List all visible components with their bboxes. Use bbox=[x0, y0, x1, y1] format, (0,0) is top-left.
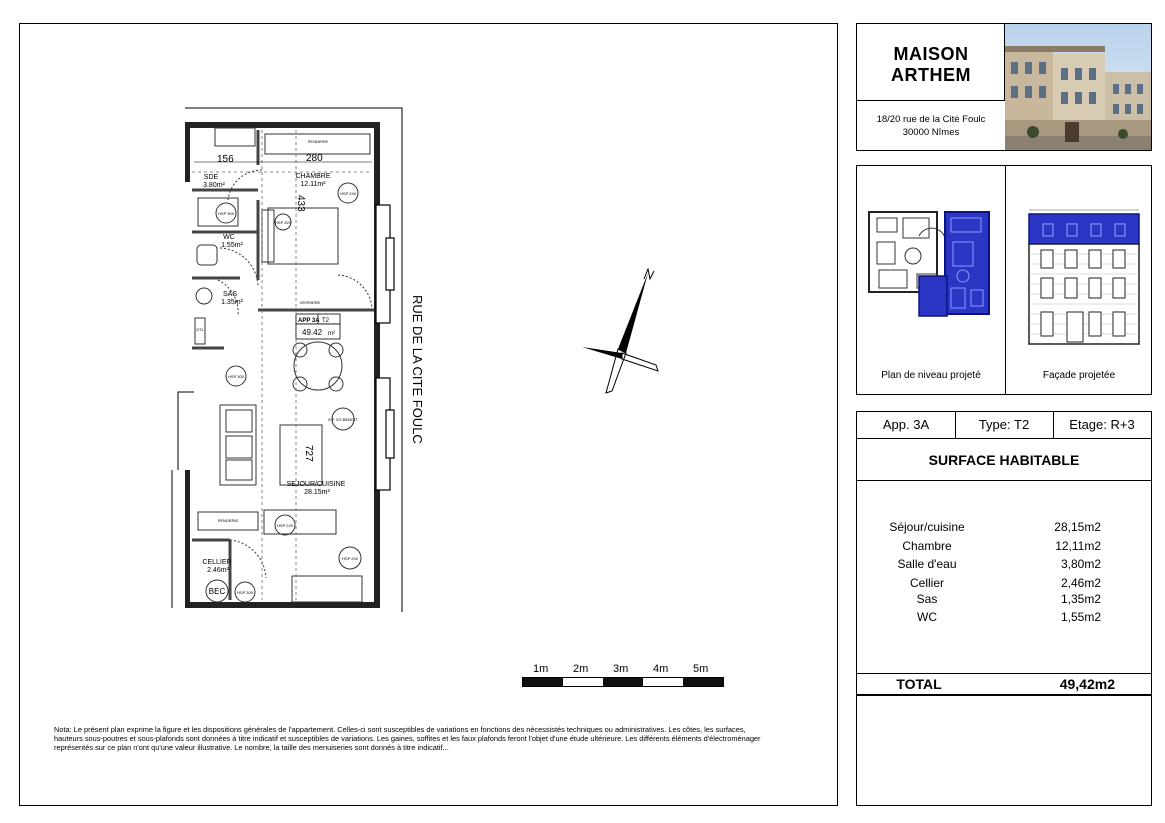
label-hsp300a: HSP 300 bbox=[218, 211, 234, 216]
room-sas: SAS bbox=[222, 291, 238, 298]
surface-heading: SURFACE HABITABLE bbox=[928, 452, 1080, 468]
label-hsp220: HSP 220 bbox=[277, 523, 293, 528]
label-hsp240a: HSP 240 bbox=[340, 191, 356, 196]
surface-row-label: Sas bbox=[916, 592, 938, 606]
label-gtl: GTL bbox=[196, 327, 204, 332]
header-box bbox=[856, 23, 1152, 151]
room-sde: SDE bbox=[203, 174, 219, 181]
total-label: TOTAL bbox=[896, 676, 942, 692]
plan-tag-unit: m² bbox=[328, 331, 335, 337]
label-penderie-top: PENDERIE bbox=[307, 139, 329, 144]
room-chambre-area: 12.11m² bbox=[300, 181, 326, 188]
plan-tag-area: 49.42 bbox=[302, 328, 323, 337]
surface-row-value: 1,55m2 bbox=[1060, 610, 1101, 624]
room-wc: WC bbox=[223, 234, 235, 241]
room-sde-area: 3.80m² bbox=[203, 182, 225, 189]
label-hsp320: HSP 320 bbox=[275, 220, 291, 225]
building-photo bbox=[1005, 24, 1151, 150]
facade-thumbnail bbox=[1027, 208, 1141, 348]
surface-row-label: WC bbox=[917, 610, 937, 624]
label-ef: E.F. EX.BENOIT bbox=[328, 417, 358, 422]
surface-box bbox=[856, 411, 1152, 806]
room-cellier-area: 2.46m² bbox=[207, 567, 229, 574]
surface-row-label: Cellier bbox=[909, 576, 944, 590]
facade-thumbnail-caption: Façade projetée bbox=[1042, 370, 1116, 381]
surface-row-label: Salle d'eau bbox=[897, 557, 957, 571]
plan-thumbnail bbox=[867, 208, 997, 318]
dim-156: 156 bbox=[217, 154, 234, 165]
room-sejour: SEJOUR/CUISINE bbox=[286, 481, 346, 488]
scale-tick-1: 1m bbox=[533, 663, 549, 675]
room-cellier: CELLIER bbox=[202, 559, 232, 566]
surface-row-value: 3,80m2 bbox=[1060, 557, 1101, 571]
label-bec: BEC bbox=[208, 587, 226, 596]
thumbnails-box bbox=[856, 165, 1152, 395]
label-verriere: VERRIERE bbox=[299, 300, 321, 305]
surface-row-value: 12,11m2 bbox=[1055, 539, 1101, 553]
disclaimer-note: Nota: Le présent plan exprime la figure et les dispositions générales de l'appartement. Celles-ci sont susceptibles de variations en fonctions des nécessistés techniques ou administratives. Les côtes, les surfaces, hauteurs sous-poutres et sous-plafonds sont données à titre indicatif et susceptibles de variations. Les gaines, soffites et les faux plafonds feront l'objet d'une étude ultérieure. Les différents éléments d'électroménager représentés sur ce plan n'ont qu'une valeur illustrative. Le nombre, la taille des menuiseries sont donnés à titre indicatif... bbox=[54, 725, 761, 752]
scale-tick-4: 4m bbox=[653, 663, 669, 675]
scale-tick-2: 2m bbox=[573, 663, 589, 675]
plan-tag-app: APP 3A bbox=[298, 318, 320, 324]
brand-line2: ARTHEM bbox=[891, 65, 971, 85]
room-wc-area: 1.55m² bbox=[221, 242, 243, 249]
plan-tag-type: T2 bbox=[322, 318, 330, 324]
label-hsp240b: HSP 240 bbox=[342, 556, 358, 561]
room-sas-area: 1.35m² bbox=[221, 299, 243, 306]
label-penderie-bottom: PENDERIE bbox=[217, 518, 239, 523]
plan-thumbnail-caption: Plan de niveau projeté bbox=[881, 370, 981, 381]
info-etage: Etage: R+3 bbox=[1069, 417, 1135, 432]
dim-433: 433 bbox=[295, 195, 306, 212]
total-value: 49,42m2 bbox=[1059, 676, 1115, 692]
furniture bbox=[195, 128, 370, 602]
address-line2: 30000 Nîmes bbox=[902, 127, 960, 138]
info-type: Type: T2 bbox=[978, 417, 1030, 432]
label-hsp300b: HSP 300 bbox=[228, 374, 244, 379]
scale-tick-3: 3m bbox=[613, 663, 629, 675]
room-chambre: CHAMBRE bbox=[295, 173, 331, 180]
scale-tick-5: 5m bbox=[693, 663, 709, 675]
surface-row-label: Chambre bbox=[902, 539, 952, 553]
surface-row-value: 1,35m2 bbox=[1060, 592, 1101, 606]
info-app: App. 3A bbox=[882, 417, 930, 432]
north-arrow-icon bbox=[578, 265, 668, 395]
dim-280: 280 bbox=[306, 153, 323, 164]
surface-row-value: 2,46m2 bbox=[1060, 576, 1101, 590]
label-hsp300c: HSP 300 bbox=[237, 590, 253, 595]
brand-line1: MAISON bbox=[893, 44, 969, 64]
address-line1: 18/20 rue de la Cité Foulc bbox=[876, 114, 986, 125]
surface-row-value: 28,15m2 bbox=[1054, 520, 1101, 534]
scale-bar bbox=[522, 663, 726, 689]
dim-727: 727 bbox=[303, 445, 314, 462]
surface-row-label: Séjour/cuisine bbox=[889, 520, 965, 534]
room-sejour-area: 28.15m² bbox=[304, 489, 330, 496]
street-name: RUE DE LA CITE FOULC bbox=[410, 295, 425, 444]
